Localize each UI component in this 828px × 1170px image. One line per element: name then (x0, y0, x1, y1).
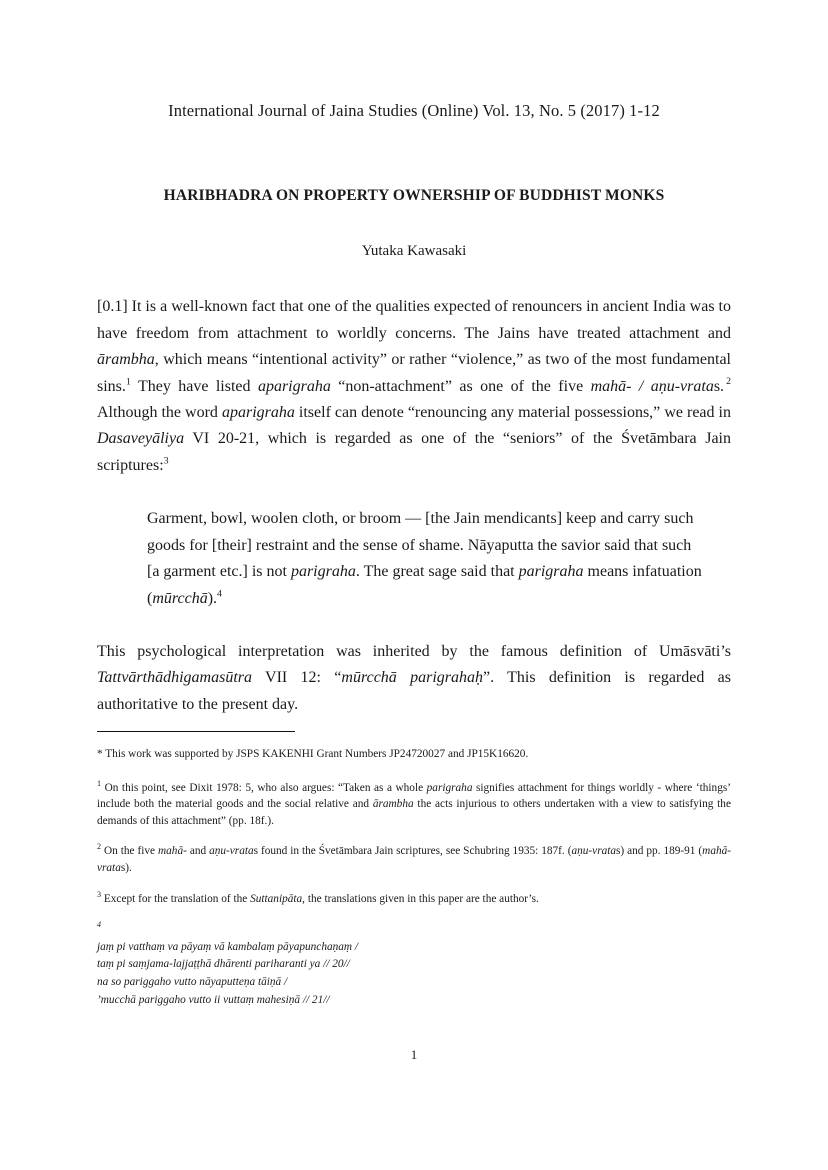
body-paragraph-1 (97, 294, 731, 479)
footnote-4-verse-line: na so pariggaho vutto nāyaputteṇa tāiṇā / (97, 975, 288, 988)
footnote-2-italic-2: aṇu-vrata (209, 845, 254, 858)
paragraph-1-text-8: VI 20-21, which is regarded as one of the “seniors” of the Śvetāmbara Jain scriptures: (97, 430, 731, 474)
journal-header: International Journal of Jaina Studies (Online) Vol. 13, No. 5 (2017) 1-12 (168, 101, 660, 120)
footnote-4-marker: 4 (97, 920, 102, 930)
footnote-marker-4: 4 (217, 588, 222, 600)
paragraph-1-italic-2: aparigraha (257, 377, 331, 395)
page-title: HARIBHADRA ON PROPERTY OWNERSHIP OF BUDDHIST MONKS (163, 187, 665, 205)
footnote-1-marker: 1 (97, 778, 102, 788)
author-name: Yutaka Kawasaki (361, 243, 467, 260)
paragraph-1-text-7: itself can denote “renouncing any material possessions,” we read in (294, 404, 732, 422)
quote-text-2: . The great sage said that (355, 563, 519, 581)
footnote-2-italic-1: mahā- (158, 845, 187, 858)
paragraph-1-text-5: s. (713, 377, 725, 395)
quote-text-4: ). (207, 589, 218, 607)
footnote-1 (97, 780, 731, 830)
paragraph-1-italic-1: ārambha (97, 351, 155, 369)
footnote-1-italic-2: ārambha (372, 798, 414, 811)
footnote-2-text-3: s found in the Śvetāmbara Jain scriptures, see Schubring 1935: 187f. ( (253, 845, 572, 858)
paragraph-1-text-3: They have listed (130, 377, 258, 395)
footnote-2-marker: 2 (97, 842, 102, 852)
paragraph-2-text-1: This psychological interpretation was inherited by the famous definition of Umāsvāti’s (97, 642, 731, 660)
footnote-4-verse-line: ’mucchā pariggaho vutto ii vuttaṃ mahesiṇā // 21// (97, 993, 330, 1006)
paragraph-1-text-2: , which means “intentional activity” or rather “violence,” as two of the most fundamental sins. (97, 351, 731, 395)
footnote-star (97, 746, 731, 763)
paragraph-1-text-4: “non-attachment” as one of the five (330, 377, 591, 395)
quote-italic-2: parigraha (518, 563, 584, 581)
footnote-marker-1: 1 (125, 376, 131, 388)
footnote-2-italic-3: aṇu-vrata (571, 845, 617, 858)
footnote-3-text-2: , the translations given in this paper are the author’s. (302, 892, 539, 905)
footnote-3-italic-1: Suttanipāta (250, 892, 303, 905)
footnote-separator (97, 731, 295, 732)
quote-text-3: means infatuation ( (147, 563, 702, 607)
footnote-marker-2: 2 (726, 376, 732, 388)
footnote-4-verse-line: taṃ pi saṃjama-lajjaṭṭhā dhārenti pariharanti ya // 20// (97, 958, 350, 971)
footnote-4-verse (97, 939, 731, 1009)
footnotes-section (97, 746, 731, 1009)
footnote-star-marker: * (97, 748, 103, 760)
footnote-2-text-4: s) and pp. 189-91 ( (616, 845, 703, 858)
paragraph-2-italic-1: Tattvārthādhigamasūtra (97, 669, 252, 687)
paragraph-1-italic-4: aparigraha (221, 404, 295, 422)
quote-italic-3: mūrcchā (152, 589, 208, 607)
footnote-2-text-5: s). (120, 861, 132, 874)
paragraph-1-italic-3: mahā- / aṇu-vrata (590, 377, 714, 395)
page-number: 1 (410, 1047, 418, 1062)
footnote-marker-3: 3 (163, 455, 169, 467)
footnote-star-text: This work was supported by JSPS KAKENHI Grant Numbers JP24720027 and JP15K16620. (102, 748, 529, 760)
footnote-2-text-1: On the five (101, 845, 158, 858)
footnote-3 (97, 891, 731, 908)
footnote-1-text-2: signifies attachment for things worldly - where ‘things’ include both the material goods and the social relative and (97, 781, 731, 811)
footnote-1-text-1: On this point, see Dixit 1978: 5, who also argues: “Taken as a whole (101, 781, 427, 794)
footnote-1-text-3: the acts injurious to others undertaken with a view to satisfying the demands of this attachment” (pp. 18f.). (97, 798, 731, 827)
footnote-2-text-2: and (186, 845, 210, 858)
footnote-1-italic-1: parigraha (426, 781, 473, 794)
footnote-4-verse-line: jaṃ pi vatthaṃ va pāyaṃ vā kambalaṃ pāyapunchaṇaṃ / (97, 940, 359, 953)
paragraph-1-italic-5: Dasaveyāliya (97, 430, 185, 448)
paragraph-1-text-1: [0.1] It is a well-known fact that one of the qualities expected of renouncers in ancient India was to have freedom from attachment to worldly concerns. The Jains have treated attachment and (97, 298, 731, 342)
paragraph-1-text-6: Although the word (97, 404, 222, 422)
footnote-2-italic-4: mahā-vrata (97, 845, 732, 874)
block-quotation (147, 506, 707, 612)
page-content (97, 0, 731, 718)
quote-text-1: Garment, bowl, woolen cloth, or broom — [the Jain mendicants] keep and carry such goods for [their] restraint and the sense of shame. Nāyaputta the savior said that such [a garment etc.] is not (147, 510, 694, 581)
footnote-3-text-1: Except for the translation of the (101, 892, 251, 905)
footnote-3-marker: 3 (97, 889, 102, 899)
paragraph-2-italic-2: mūrcchā parigrahaḥ (341, 669, 484, 687)
paragraph-2-text-3: ”. This definition is regarded as authoritative to the present day. (97, 669, 731, 713)
footnote-4 (97, 921, 731, 1009)
paragraph-2-text-2: VII 12: “ (252, 669, 342, 687)
body-paragraph-2 (97, 639, 731, 718)
quote-italic-1: parigraha (290, 563, 356, 581)
footnote-2 (97, 843, 731, 876)
